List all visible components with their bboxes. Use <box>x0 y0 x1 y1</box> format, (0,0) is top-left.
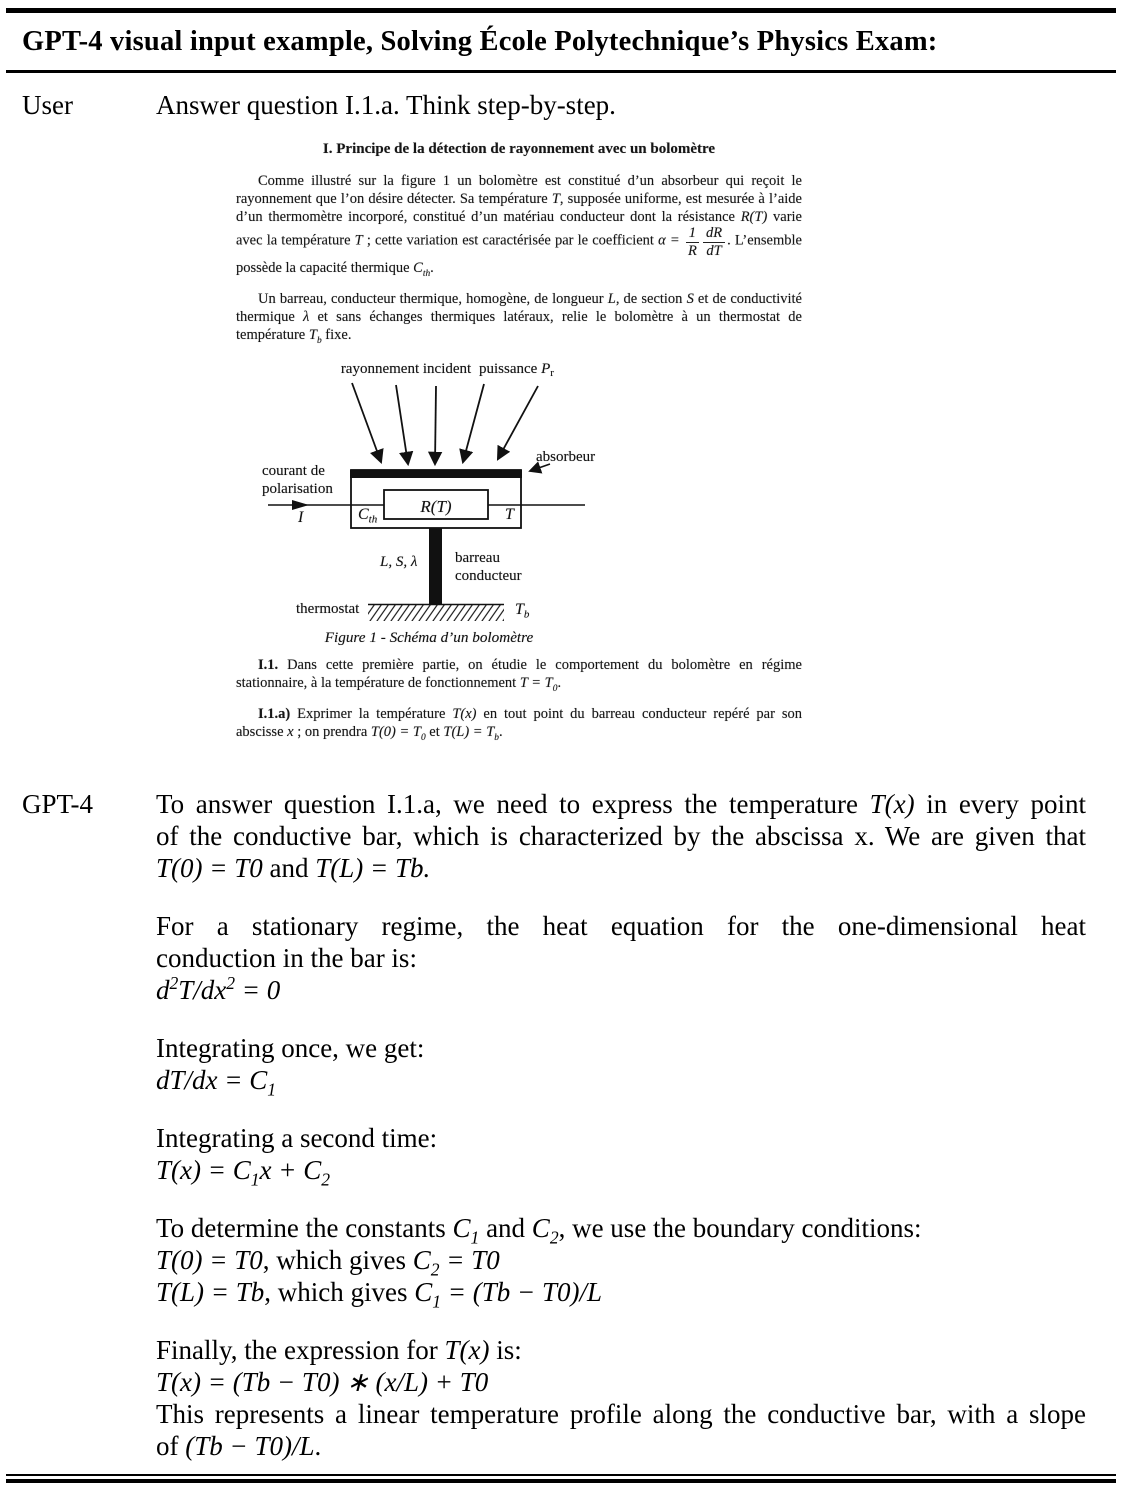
answer-paragraph <box>156 1122 1086 1190</box>
text-segment: This represents a linear temperature profile along the conductive bar, with a slope <box>156 1399 1086 1430</box>
answer-paragraph <box>156 910 1086 1006</box>
text-segment: $T/dx^2$ <box>178 973 236 1006</box>
figure-label-resistance: R(T) <box>420 497 452 517</box>
user-speaker-label: User <box>22 90 73 120</box>
figure-label-temperature: T <box>505 506 514 524</box>
assistant-turn <box>0 788 1122 1462</box>
user-prompt: Answer question I.1.a. Think step-by-step. <box>156 90 616 120</box>
text-segment: $C_{th}$ <box>413 260 431 280</box>
absorbeur-arrow-icon <box>530 464 550 471</box>
text-segment: T(L) = Tb. <box>315 853 431 884</box>
answer-line <box>156 942 1086 974</box>
text-segment: et de conductivité thermique <box>236 291 802 326</box>
answer-line <box>156 852 1086 884</box>
text-segment: I.1. <box>258 657 279 674</box>
text-segment: ; cette variation est caractérisée par le coefficient <box>362 232 659 249</box>
text-segment: $dT/dx = C_1$ <box>156 1065 276 1100</box>
text-segment: L <box>607 291 616 308</box>
text-segment: . <box>557 675 562 692</box>
text-segment: $d^2$ <box>156 973 179 1006</box>
inline-fraction: $\frac{dR}{dT}$ <box>703 226 725 259</box>
answer-line <box>156 1212 1086 1248</box>
exam-paragraph-i1 <box>236 656 802 695</box>
text-segment: T(x) <box>452 706 477 723</box>
answer-paragraph <box>156 788 1086 884</box>
text-segment: $T(L) = T_b$ <box>443 724 499 744</box>
exam-paragraph-1 <box>236 172 802 280</box>
answer-line <box>156 1366 1086 1398</box>
text-segment: Integrating a second time: <box>156 1123 438 1154</box>
text-segment: of <box>156 1431 186 1462</box>
assistant-answer <box>156 788 1086 1462</box>
text-segment: varie avec la température <box>236 209 802 249</box>
text-segment: of the conductive bar, which is characterized by the abscissa x. We are given that <box>156 821 1086 852</box>
inline-fraction: $\frac{1}{R}$ <box>686 226 699 259</box>
answer-line <box>156 820 1086 852</box>
text-segment: T <box>354 232 363 249</box>
text-segment: ; on prendra <box>293 724 371 741</box>
page-title: GPT-4 visual input example, Solving École Polytechnique’s Physics Exam: <box>22 26 938 57</box>
text-segment: $T(0) = T_0$ <box>370 724 426 744</box>
text-segment: , which gives <box>262 1245 413 1276</box>
text-segment: and <box>479 1213 532 1244</box>
thermostat-hatch-icon <box>368 604 504 621</box>
exam-scan <box>236 140 802 744</box>
conductive-bar <box>429 528 442 605</box>
absorber-bar <box>350 470 522 478</box>
text-segment: I.1.a) <box>258 706 291 723</box>
text-segment: T(0) = T0 <box>156 853 263 884</box>
answer-line <box>156 1032 1086 1064</box>
answer-line <box>156 1430 1086 1462</box>
text-segment: $C_1$ <box>414 1277 442 1312</box>
bolometer-figure <box>236 357 796 649</box>
text-segment: T(0) = T0 <box>156 1245 263 1276</box>
text-segment: S <box>686 291 694 308</box>
text-segment: . <box>314 1431 322 1462</box>
text-segment: R(T) <box>740 209 768 225</box>
text-segment: $C_1$ <box>452 1213 480 1248</box>
answer-line <box>156 974 1086 1006</box>
header-divider-rule <box>6 70 1116 73</box>
figure-label-absorbeur: absorbeur <box>536 449 596 466</box>
text-segment: = (Tb − T0)/L <box>441 1277 603 1308</box>
text-segment: fixe. <box>321 327 352 344</box>
text-segment: , supposée uniforme, est mesurée à l’aide d’un thermomètre incorporé, constitué d’un matériau conducteur dont la résistance <box>236 191 802 225</box>
text-segment: α = <box>658 232 684 249</box>
user-content <box>156 89 1086 754</box>
text-segment: $T(x) = C_1$ <box>156 1155 260 1190</box>
figure-label-barreau-2: conducteur <box>455 568 522 585</box>
answer-line <box>156 1244 1086 1280</box>
figure-label-tb: $T_b$ <box>515 601 530 621</box>
text-segment: and <box>262 853 316 884</box>
text-segment: en tout point du barreau conducteur repéré par son abscisse <box>236 706 802 741</box>
text-segment: . <box>498 724 503 741</box>
text-segment: , which gives <box>264 1277 415 1308</box>
figure-label-rayonnement: rayonnement incident <box>340 361 472 378</box>
figure-caption: Figure 1 - Schéma d’un bolomètre <box>324 629 534 647</box>
exam-paragraph-2 <box>236 290 802 347</box>
answer-paragraph <box>156 1032 1086 1100</box>
text-segment: $x + C_2$ <box>259 1155 330 1190</box>
assistant-speaker-label: GPT-4 <box>22 789 94 820</box>
text-segment: . <box>430 260 434 277</box>
figure-label-barreau-1: barreau <box>455 550 500 567</box>
figure-label-courant-2: polarisation <box>262 481 333 498</box>
answer-line <box>156 910 1086 942</box>
answer-line <box>156 1276 1086 1312</box>
figure-label-courant-1: courant de <box>262 463 325 480</box>
answer-line <box>156 1064 1086 1100</box>
text-segment: in every point <box>914 789 1087 820</box>
answer-line <box>156 1398 1086 1430</box>
text-segment: , de section <box>615 291 687 308</box>
text-segment: (Tb − T0)/L <box>185 1431 315 1462</box>
answer-line <box>156 1154 1086 1190</box>
answer-paragraph <box>156 1334 1086 1462</box>
exam-paragraph-i1a <box>236 705 802 744</box>
radiation-arrows-icon <box>352 383 538 464</box>
exam-heading: I. Principe de la détection de rayonnement avec un bolomètre <box>322 141 716 157</box>
text-segment: conduction in the bar is: <box>156 943 417 974</box>
text-segment: $C_2$ <box>412 1245 440 1280</box>
text-segment: Integrating once, we get: <box>156 1033 425 1064</box>
answer-line <box>156 1122 1086 1154</box>
figure-label-thermostat: thermostat <box>296 601 360 618</box>
text-segment: Exprimer la température <box>290 706 453 723</box>
text-segment: T(x) = (Tb − T0) ∗ (x/L) + T0 <box>156 1367 489 1398</box>
text-segment: $T = T_0$ <box>519 675 558 695</box>
answer-paragraph <box>156 1212 1086 1312</box>
text-segment: T(x) <box>869 789 915 820</box>
text-segment: T(x) <box>444 1335 490 1366</box>
text-segment: Dans cette première partie, on étudie le comportement du bolomètre en régime stationnaire, à la température de fonctionnement <box>236 657 802 692</box>
text-segment: To determine the constants <box>156 1213 453 1244</box>
figure-label-puissance: puissance $P_r$ <box>479 361 554 380</box>
text-segment: Comme illustré sur la figure 1 un bolomètre est constitué d’un absorbeur qui reçoit le rayonnement que l’on désire détecter. Sa température <box>236 173 802 207</box>
text-segment: $T_b$ <box>308 327 322 347</box>
bottom-thick-rule <box>6 1479 1116 1483</box>
figure-wrapper <box>236 357 802 654</box>
user-turn <box>0 89 1122 754</box>
text-segment: λ <box>303 309 310 326</box>
text-segment: = T0 <box>439 1245 500 1276</box>
text-segment: For a stationary regime, the heat equation for the one-dimensional heat <box>156 911 1086 942</box>
text-segment: is: <box>489 1335 522 1366</box>
text-segment: et sans échanges thermiques latéraux, relie le bolomètre à un thermostat de température <box>236 309 802 344</box>
text-segment: , we use the boundary conditions: <box>558 1213 922 1244</box>
text-segment: et <box>425 724 444 741</box>
text-segment: Finally, the expression for <box>156 1335 445 1366</box>
bottom-thin-rule <box>6 1474 1116 1476</box>
text-segment: $C_2$ <box>531 1213 559 1248</box>
figure-label-cth: $C_{th}$ <box>358 506 378 526</box>
text-segment: = 0 <box>235 975 281 1006</box>
answer-line <box>156 788 1086 820</box>
figure-label-bar-props: L, S, λ <box>380 554 418 571</box>
text-segment: T <box>551 191 560 207</box>
figure-label-current: I <box>298 509 304 527</box>
text-segment: . L’ensemble possède la capacité thermique <box>236 232 802 277</box>
text-segment: Un barreau, conducteur thermique, homogène, de longueur <box>258 291 608 308</box>
text-segment: T(L) = Tb <box>156 1277 265 1308</box>
answer-line <box>156 1334 1086 1366</box>
bottom-rules <box>0 1474 1122 1488</box>
text-segment: x <box>287 724 294 741</box>
text-segment: To answer question I.1.a, we need to express the temperature <box>156 789 870 820</box>
